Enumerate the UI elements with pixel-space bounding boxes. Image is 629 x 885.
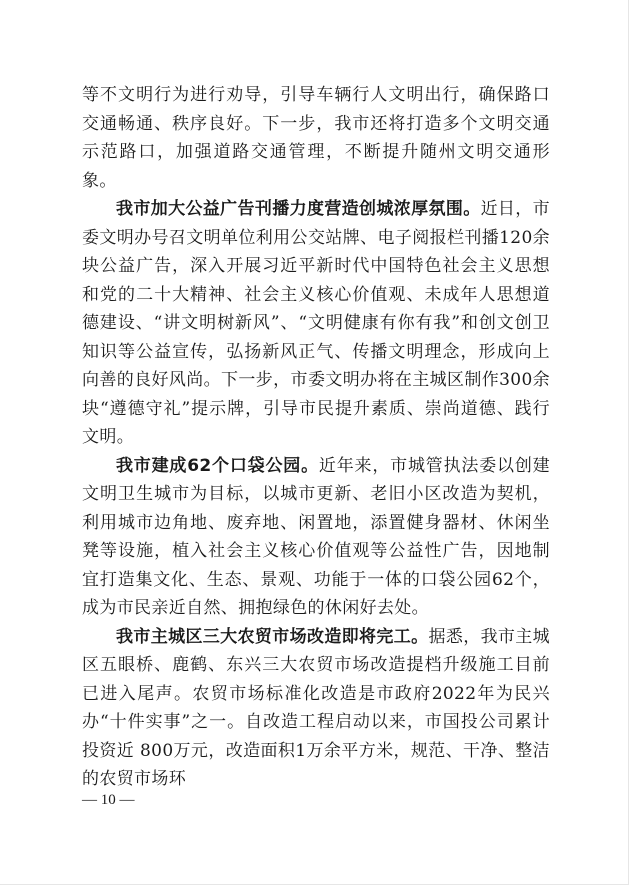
paragraph-pocket-parks	[82, 452, 550, 623]
paragraph-lead: 我市加大公益广告刊播力度营造创城浓厚氛围。	[116, 199, 481, 219]
paragraph-text: 等不文明行为进行劝导，引导车辆行人文明出行，确保路口交通畅通、秩序良好。下一步，我市还将打造多个文明交通示范路口，加强道路交通管理，不断提升随州文明交通形象。	[82, 85, 550, 191]
document-body	[82, 81, 550, 794]
paragraph-farmers-markets	[82, 623, 550, 794]
paragraph-text: 近日，市委文明办号召文明单位利用公交站牌、电子阅报栏刊播120余块公益广告，深入开展习近平新时代中国特色社会主义思想和党的二十大精神、社会主义核心价值观、未成年人思想道德建设、“讲文明树新风”、“文明健康有你有我”和创文创卫知识等公益宣传，弘扬新风正气、传播文明理念，形成向上向善的良好风尚。下一步，市委文明办将在主城区制作300余块“遵德守礼”提示牌，引导市民提升素质、崇尚道德、践行文明。	[82, 199, 550, 447]
paragraph-public-ads	[82, 195, 550, 452]
paragraph-lead: 我市建成62个口袋公园。	[116, 455, 319, 476]
paragraph-lead: 我市主城区三大农贸市场改造即将完工。	[116, 626, 429, 647]
paragraph-traffic-continuation	[82, 81, 550, 195]
paragraph-text: 据悉，我市主城区五眼桥、鹿鹤、东兴三大农贸市场改造提档升级施工目前已进入尾声。农贸市场标准化改造是市政府2022年为民兴办“十件实事”之一。自改造工程启动以来，市国投公司累计投资近 800万元，改造面积1万余平方米，规范、干净、整洁的农贸市场环	[82, 626, 550, 789]
paragraph-text: 近年来，市城管执法委以创建文明卫生城市为目标，以城市更新、老旧小区改造为契机，利用城市边角地、废弃地、闲置地，添置健身器材、休闲坐凳等设施，植入社会主义核心价值观等公益性广告，因地制宜打造集文化、生态、景观、功能于一体的口袋公园62个，成为市民亲近自然、拥抱绿色的休闲好去处。	[82, 455, 550, 618]
page-number: — 10 —	[82, 792, 135, 808]
